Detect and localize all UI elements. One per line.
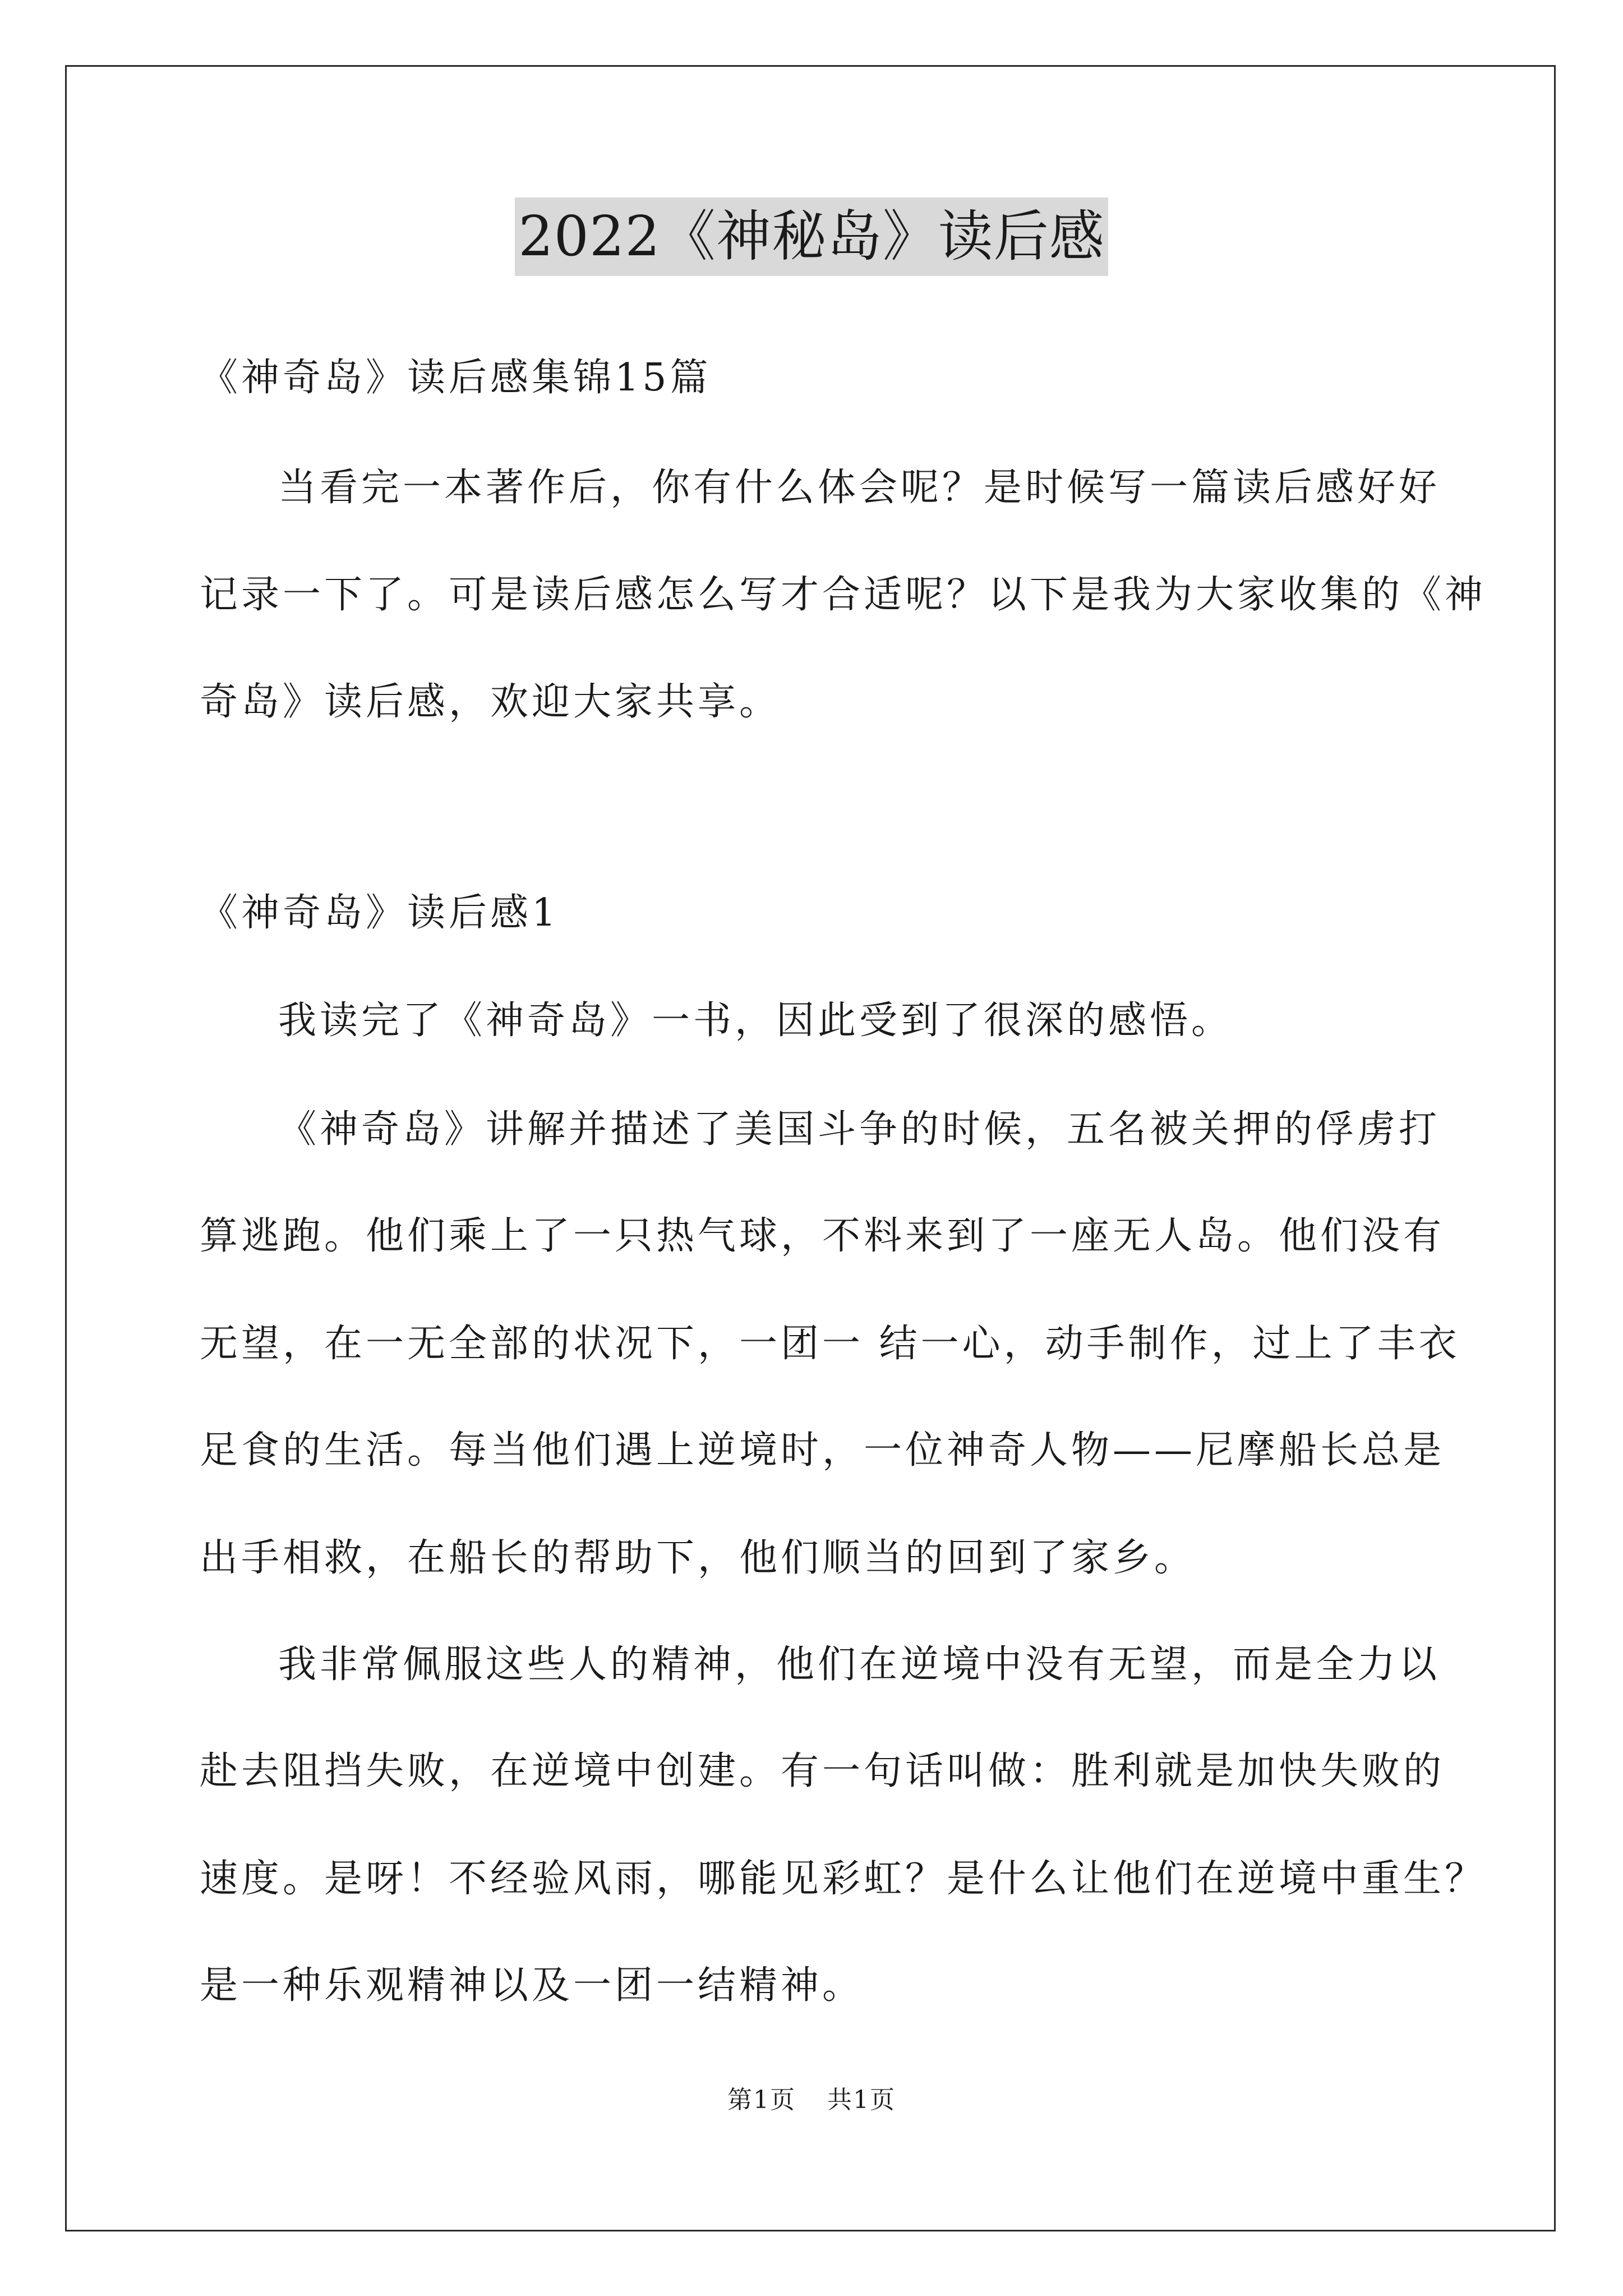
section-heading: 《神奇岛》读后感1 (200, 891, 560, 935)
title-container (0, 197, 1623, 276)
body-line-4: 无望，在一无全部的状况下，一团一 结一心，动手制作，过上了丰衣 (200, 1322, 1460, 1366)
body-line-2: 《神奇岛》讲解并描述了美国斗争的时候，五名被关押的俘虏打 (278, 1107, 1441, 1152)
document-title: 2022《神秘岛》读后感 (515, 197, 1108, 276)
document-subtitle: 《神奇岛》读后感集锦15篇 (200, 356, 712, 400)
intro-line-2: 记录一下了。可是读后感怎么写才合适呢？以下是我为大家收集的《神 (200, 573, 1487, 617)
body-line-9: 速度。是呀！不经验风雨，哪能见彩虹？是什么让他们在逆境中重生？ (200, 1857, 1487, 1901)
intro-line-1: 当看完一本著作后，你有什么体会呢？是时候写一篇读后感好好 (278, 466, 1441, 510)
page-total: 共1页 (827, 2086, 896, 2114)
intro-line-3: 奇岛》读后感，欢迎大家共享。 (200, 680, 781, 724)
body-line-8: 赴去阻挡失败，在逆境中创建。有一句话叫做：胜利就是加快失败的 (200, 1749, 1445, 1793)
body-line-10: 是一种乐观精神以及一团一结精神。 (200, 1963, 864, 2008)
body-line-6: 出手相救，在船长的帮助下，他们顺当的回到了家乡。 (200, 1536, 1196, 1580)
page-number: 第1页 (727, 2086, 796, 2114)
body-line-1: 我读完了《神奇岛》一书，因此受到了很深的感悟。 (278, 999, 1233, 1043)
body-line-3: 算逃跑。他们乘上了一只热气球，不料来到了一座无人岛。他们没有 (200, 1214, 1445, 1258)
page-footer (0, 2083, 1623, 2117)
body-line-5: 足食的生活。每当他们遇上逆境时，一位神奇人物——尼摩船长总是 (200, 1428, 1445, 1473)
body-line-7: 我非常佩服这些人的精神，他们在逆境中没有无望，而是全力以 (278, 1642, 1441, 1687)
